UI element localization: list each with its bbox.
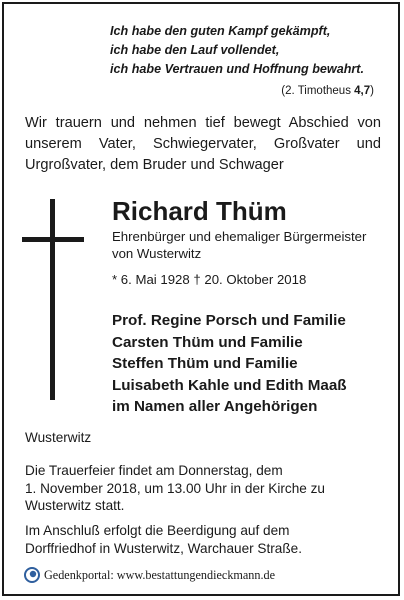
life-dates: * 6. Mai 1928 † 20. Oktober 2018 bbox=[112, 272, 307, 287]
quote-line: ich habe Vertrauen und Hoffnung bewahrt. bbox=[110, 62, 364, 76]
cross-icon bbox=[22, 199, 84, 400]
mourner-line: Luisabeth Kahle und Edith Maaß bbox=[112, 376, 347, 394]
deceased-title bbox=[112, 228, 366, 262]
title-line: Ehrenbürger und ehemaliger Bürgermeister bbox=[112, 229, 367, 244]
verse-suffix: ) bbox=[370, 85, 374, 97]
intro-line: Urgroßvater, dem Bruder und Schwager bbox=[25, 157, 284, 173]
intro-text bbox=[25, 113, 381, 176]
quote-line: ich habe den Lauf vollendet, bbox=[110, 43, 280, 57]
title-line: von Wusterwitz bbox=[112, 246, 202, 261]
deceased-name: Richard Thüm bbox=[112, 196, 287, 226]
memorial-portal-footer[interactable] bbox=[24, 567, 275, 583]
service-line: Die Trauerfeier findet am Donnerstag, dem bbox=[25, 463, 283, 478]
mourner-line: Prof. Regine Porsch und Familie bbox=[112, 312, 346, 329]
mourner-line: im Namen aller Angehörigen bbox=[112, 398, 318, 415]
mourners-list bbox=[112, 310, 347, 418]
mourner-line: Steffen Thüm und Familie bbox=[112, 355, 298, 372]
service-line: Wusterwitz statt. bbox=[25, 498, 125, 513]
verse-prefix: (2. Timotheus bbox=[281, 85, 355, 97]
verse-number: 4,7 bbox=[354, 85, 371, 97]
burial-info bbox=[25, 522, 355, 557]
place-name: Wusterwitz bbox=[25, 430, 92, 445]
bible-quote bbox=[110, 22, 370, 79]
portal-logo-icon bbox=[24, 567, 40, 583]
funeral-service-info bbox=[25, 462, 355, 515]
verse-reference bbox=[281, 85, 374, 97]
quote-line: Ich habe den guten Kampf gekämpft, bbox=[110, 24, 331, 38]
intro-line: Wir trauern und nehmen tief bewegt Abschied von bbox=[25, 115, 381, 131]
intro-line: unserem Vater, Schwiegervater, Großvater und bbox=[25, 136, 381, 152]
burial-line: Dorffriedhof in Wusterwitz, Warchauer Straße. bbox=[25, 540, 303, 556]
mourner-line: Carsten Thüm und Familie bbox=[112, 333, 303, 351]
service-line: 1. November 2018, um 13.00 Uhr in der Kirche zu bbox=[25, 480, 325, 496]
portal-link[interactable]: Gedenkportal: www.bestattungendieckmann.de bbox=[44, 567, 276, 582]
burial-line: Im Anschluß erfolgt die Beerdigung auf dem bbox=[25, 523, 290, 538]
